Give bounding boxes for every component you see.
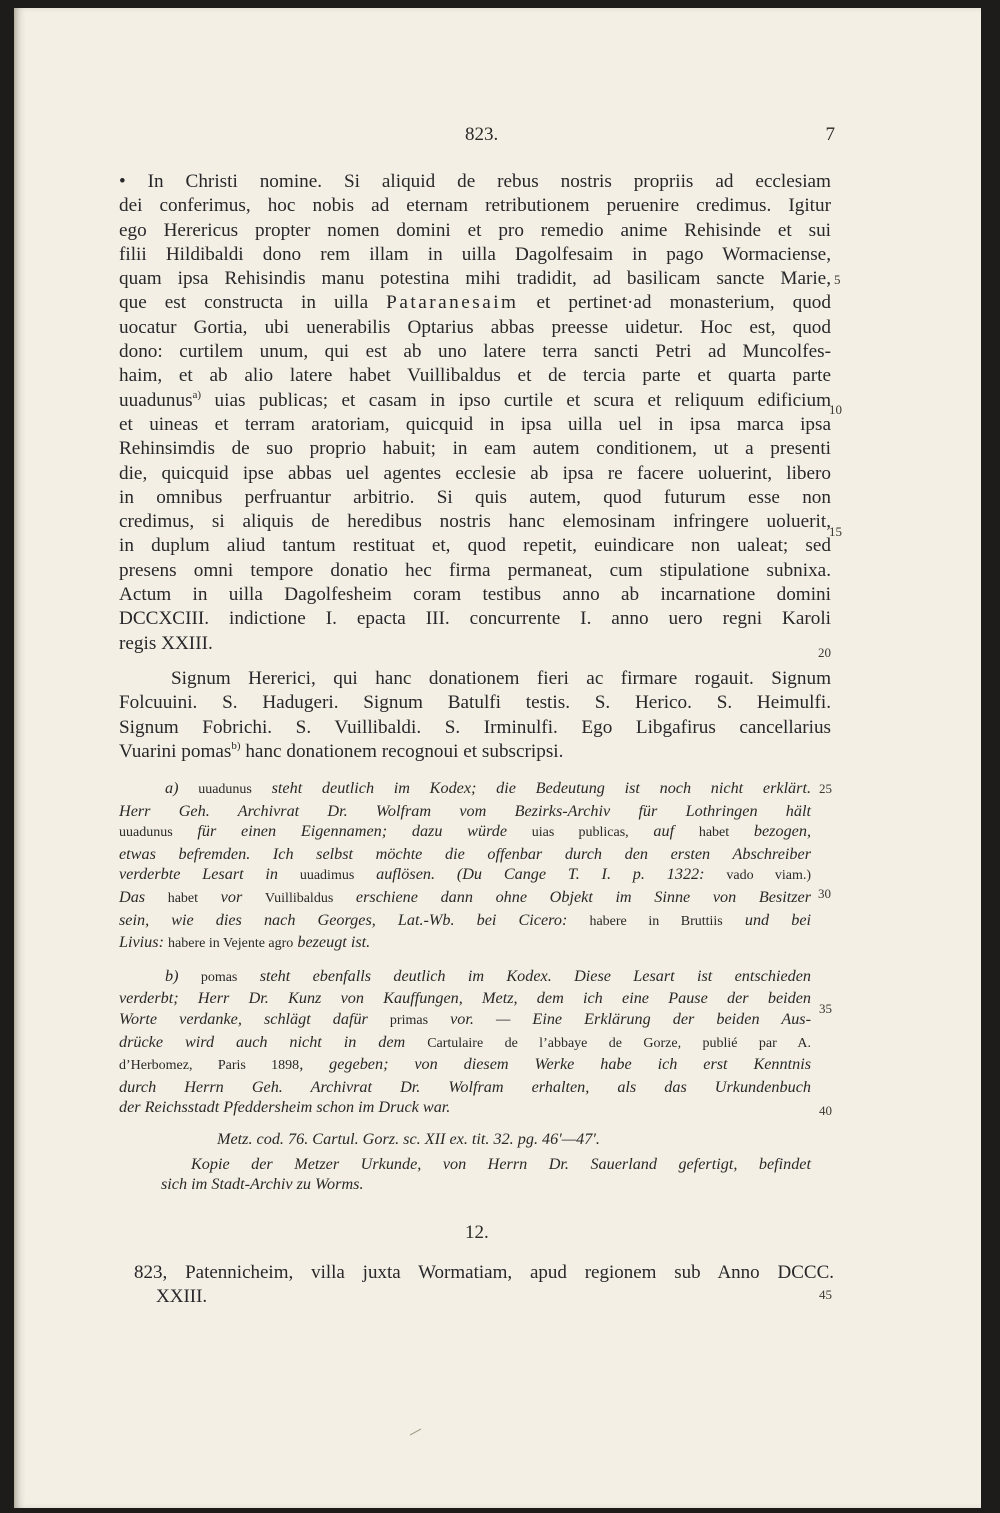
footnote-line: [119, 910, 811, 933]
footnote-ref-a: a): [192, 388, 202, 401]
margin-line-number: 35: [819, 1001, 832, 1016]
text-segment: für einen Eigennamen; dazu würde: [172, 822, 532, 841]
text-line: quam ipsa Rehisindis manu potestina mihi tradidit, ad basilicam sancte Marie,: [119, 268, 831, 290]
text-line: die, quicquid ipse abbas uel agentes ecclesie ab ipsa re facere uoluerint, libero: [119, 462, 831, 484]
text-segment: vor. — Eine Erklärung der beiden Aus-: [428, 1009, 811, 1028]
header-year: 823.: [465, 124, 499, 145]
text-segment: que est constructa in uilla: [119, 292, 387, 314]
text-line: DCCXCIII. indictione I. epacta III. concurrente I. anno uero regni Karoli: [119, 608, 831, 630]
text-line: [119, 291, 831, 315]
text-segment: und bei: [722, 910, 812, 929]
heading-line: XXIII.: [156, 1286, 208, 1307]
copy-note: Kopie der Metzer Urkunde, von Herrn Dr. Sauerland gefertigt, befindet: [191, 1154, 811, 1173]
text-line: et uineas et terram aratoriam, quicquid in ipsa uilla uel in ipsa marca ipsa: [119, 413, 831, 435]
text-segment: auflösen. (Du Cange T. I. p. 1322:: [354, 865, 727, 884]
footnote-line: etwas befremden. Ich selbst möchte die offenbar durch den ersten Abschreiber: [119, 844, 811, 863]
text-line: in omnibus perfruantur arbitrio. Si quis autem, quod futurum esse non: [119, 486, 831, 508]
copy-note: sich im Stadt-Archiv zu Worms.: [161, 1175, 364, 1194]
cited-word: habere in Bruttiis: [589, 913, 723, 929]
cited-word: uuadunus: [119, 825, 173, 841]
footnote-ref-b: b): [231, 739, 241, 752]
text-segment: Worte verdanke, schlägt dafür: [119, 1009, 390, 1028]
signature-line: [119, 740, 831, 764]
footnote-line: [119, 1054, 811, 1077]
page-number: 7: [825, 124, 835, 145]
footnote-line: [119, 966, 811, 989]
margin-line-number: 10: [829, 402, 842, 417]
cited-word: habere in Vejente agro: [168, 936, 294, 952]
spaced-place-name: Pataranesaim: [386, 292, 519, 314]
text-line: credimus, si aliquis de heredibus nostris hanc elemosinam infringere uoluerit,: [119, 511, 831, 533]
cited-word: uias publicas,: [531, 825, 629, 841]
footnotes: [119, 778, 831, 1195]
cited-word: uuadunus: [198, 782, 252, 797]
signature-line: Folcuuini. S. Hadugeri. Signum Batulfi testis. S. Herico. S. Heimulfi.: [119, 692, 831, 714]
book-page: [14, 8, 981, 1508]
source-reference: Metz. cod. 76. Cartul. Gorz. sc. XII ex. tit. 32. pg. 46′—47′.: [217, 1129, 600, 1148]
footnote-marker: a): [165, 779, 199, 797]
footnote-line: Herr Geh. Archivrat Dr. Wolfram vom Bezirks-Archiv für Lothringen hält: [119, 801, 811, 820]
signature-line: Signum Hererici, qui hanc donationem fieri ac firmare rogauit. Signum: [171, 668, 831, 689]
footnote-line: [119, 778, 811, 801]
text-segment: auf: [628, 822, 699, 841]
text-segment: steht deutlich im Kodex; die Bedeutung ist noch nicht erklärt.: [251, 779, 811, 797]
charter-text: [119, 170, 831, 656]
footnote-line: der Reichsstadt Pfeddersheim schon im Druck war.: [119, 1098, 451, 1117]
footnote-line: [119, 887, 811, 910]
footnote-line: verderbt; Herr Dr. Kunz von Kauffungen, Metz, dem ich eine Pause der beiden: [119, 989, 811, 1008]
text-segment: Livius:: [119, 933, 169, 952]
margin-line-number: 30: [818, 886, 831, 901]
footnote-line: [119, 1032, 811, 1055]
text-segment: uias publicas; et casam in ipso curtile et scura et reliquum edificium: [201, 389, 831, 411]
text-segment: steht ebenfalls deutlich im Kodex. Diese Lesart ist entschieden: [237, 966, 811, 985]
signatures-block: [119, 667, 831, 764]
footnote-line: [119, 932, 831, 955]
cited-work: Cartulaire de l’abbaye de Gorze, publié par A.: [427, 1035, 811, 1051]
footnote-marker: b): [165, 966, 201, 985]
text-segment: Das: [119, 887, 168, 906]
text-line: presens omni tempore donatio hec firma permaneat, cum stipulatione subnixa.: [119, 559, 831, 581]
margin-line-number: 45: [819, 1287, 832, 1302]
margin-line-number: 15: [829, 524, 842, 539]
text-segment: vor: [198, 887, 265, 906]
text-segment: drücke wird auch nicht in dem: [119, 1032, 428, 1051]
signature-line: Signum Fobrichi. S. Vuillibaldi. S. Irminulfi. Ego Libgafirus cancellarius: [119, 716, 831, 738]
cited-word: habet: [698, 825, 730, 841]
text-segment: et pertinet·ad monasterium, quod: [518, 292, 831, 314]
cited-word: vado viam.): [726, 868, 811, 884]
text-segment: sein, wie dies nach Georges, Lat.-Wb. bei Cicero:: [119, 910, 590, 929]
text-line: Rehinsimdis de suo proprio habuit; in eam autem conditionem, ut a presenti: [119, 438, 831, 460]
text-line: regis XXIII.: [119, 632, 213, 654]
margin-line-number: 40: [819, 1103, 832, 1118]
text-line: uocatur Gortia, ubi uenerabilis Optarius abbas preesse uidetur. Hoc est, quod: [119, 316, 831, 338]
text-segment: bezeugt ist.: [293, 933, 371, 952]
text-line: [119, 389, 831, 413]
margin-line-number: 25: [819, 781, 832, 796]
text-segment: erschiene dann ohne Objekt im Sinne von Besitzer: [333, 887, 812, 906]
text-line: dono: curtilem unum, qui est ab uno latere terra sancti Petri ad Muncolfes-: [119, 341, 831, 363]
text-line: • In Christi nomine. Si aliquid de rebus nostris propriis ad ecclesiam: [119, 171, 831, 192]
cited-word: uuadimus: [299, 868, 355, 884]
text-segment: , gegeben; von diesem Werke habe ich erst Kenntnis: [299, 1055, 812, 1074]
text-line: ego Herericus propter nomen domini et pro remedio anime Rehisinde et sui: [119, 219, 831, 241]
footnote-line: [119, 864, 811, 887]
page-header: [119, 124, 835, 150]
text-segment: Vuarini pomas: [119, 740, 232, 762]
document-heading: [134, 1261, 834, 1309]
cited-word: pomas: [200, 969, 238, 985]
text-segment: bezogen,: [729, 822, 811, 841]
text-segment: hanc donationem recognoui et subscripsi.: [240, 740, 564, 762]
cited-work: d’Herbomez, Paris 1898: [119, 1058, 300, 1074]
text-line: filii Hildibaldi dono rem illam in uilla Dagolfesaim in pago Wormaciense,: [119, 243, 831, 265]
text-line: Actum in uilla Dagolfesheim coram testibus anno ab incarnatione domini: [119, 584, 831, 606]
text-line: dei conferimus, hoc nobis ad eternam retributionem peruenire credimus. Igitur: [119, 195, 831, 217]
margin-line-number: 5: [834, 272, 841, 287]
text-segment: uuadunus: [119, 389, 193, 411]
heading-line: 823, Patennicheim, villa juxta Wormatiam, apud regionem sub Anno DCCC.: [134, 1262, 834, 1283]
text-line: in duplum aliud tantum restituat et, quod repetit, euindicare non ualeat; sed: [119, 535, 831, 557]
pencil-mark: [410, 1428, 422, 1436]
margin-line-number: 20: [818, 645, 831, 660]
footnote-line: [119, 1009, 811, 1032]
document-number: 12.: [465, 1222, 489, 1243]
footnote-line: durch Herrn Geh. Archivrat Dr. Wolfram erhalten, als das Urkundenbuch: [119, 1077, 811, 1096]
footnote-line: [119, 821, 811, 844]
text-segment: verderbte Lesart in: [119, 865, 300, 884]
cited-word: habet: [167, 890, 199, 906]
text-line: haim, et ab alio latere habet Vuillibaldus et de tercia parte et quarta parte: [119, 365, 831, 387]
cited-word: Vuillibaldus: [264, 890, 334, 906]
cited-word: primas: [389, 1012, 429, 1028]
